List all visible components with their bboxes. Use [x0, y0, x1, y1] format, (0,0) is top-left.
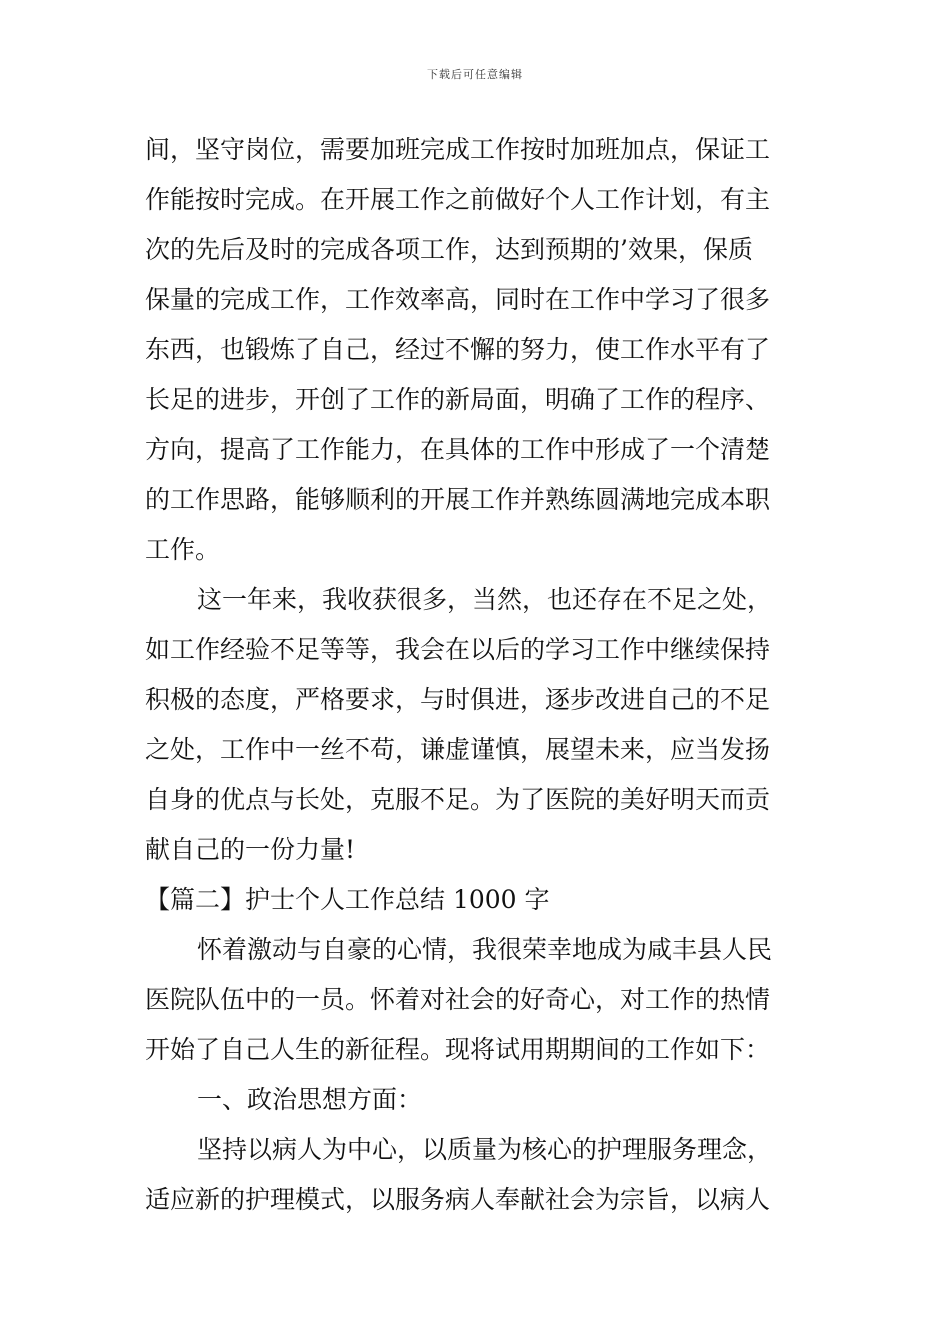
subsection-heading: 一、政治思想方面： [197, 1085, 423, 1114]
text-line: 自身的优点与长处，克服不足。为了医院的美好明天而贡 [145, 785, 771, 814]
paragraph-start-line: 这一年来，我收获很多，当然，也还存在不足之处， [197, 585, 773, 614]
text-line: 如工作经验不足等等，我会在以后的学习工作中继续保持 [145, 635, 771, 664]
text-line: 积极的态度，严格要求，与时俱进，逐步改进自己的不足 [145, 685, 771, 714]
text-line: 作能按时完成。在开展工作之前做好个人工作计划，有主 [145, 185, 771, 214]
text-line: 长足的进步，开创了工作的新局面，明确了工作的程序、 [145, 385, 771, 414]
text-line: 方向，提高了工作能力，在具体的工作中形成了一个清楚 [145, 435, 771, 464]
text-line: 间，坚守岗位，需要加班完成工作按时加班加点，保证工 [145, 135, 771, 164]
text-line: 保量的完成工作，工作效率高，同时在工作中学习了很多 [145, 285, 771, 314]
text-line: 献自己的一份力量! [145, 835, 356, 864]
section-heading: 【篇二】护士个人工作总结 1000 字 [145, 885, 550, 914]
paragraph-start-line: 坚持以病人为中心，以质量为核心的护理服务理念， [197, 1135, 773, 1164]
text-line: 东西，也锻炼了自己，经过不懈的努力，使工作水平有了 [145, 335, 771, 364]
page-header-note: 下载后可任意编辑 [427, 68, 523, 81]
text-line: 适应新的护理模式，以服务病人奉献社会为宗旨，以病人 [145, 1185, 771, 1214]
text-line: 的工作思路，能够顺利的开展工作并熟练圆满地完成本职 [145, 485, 771, 514]
text-line: 工作。 [145, 535, 221, 564]
text-line: 开始了自己人生的新征程。现将试用期期间的工作如下： [145, 1035, 771, 1064]
paragraph-start-line: 怀着激动与自豪的心情，我很荣幸地成为咸丰县人民 [197, 935, 773, 964]
text-line: 之处，工作中一丝不苟，谦虚谨慎，展望未来，应当发扬 [145, 735, 771, 764]
text-line: 次的先后及时的完成各项工作，达到预期的’效果，保质 [145, 235, 753, 264]
text-line: 医院队伍中的一员。怀着对社会的好奇心，对工作的热情 [145, 985, 771, 1014]
document-body [145, 125, 815, 1225]
